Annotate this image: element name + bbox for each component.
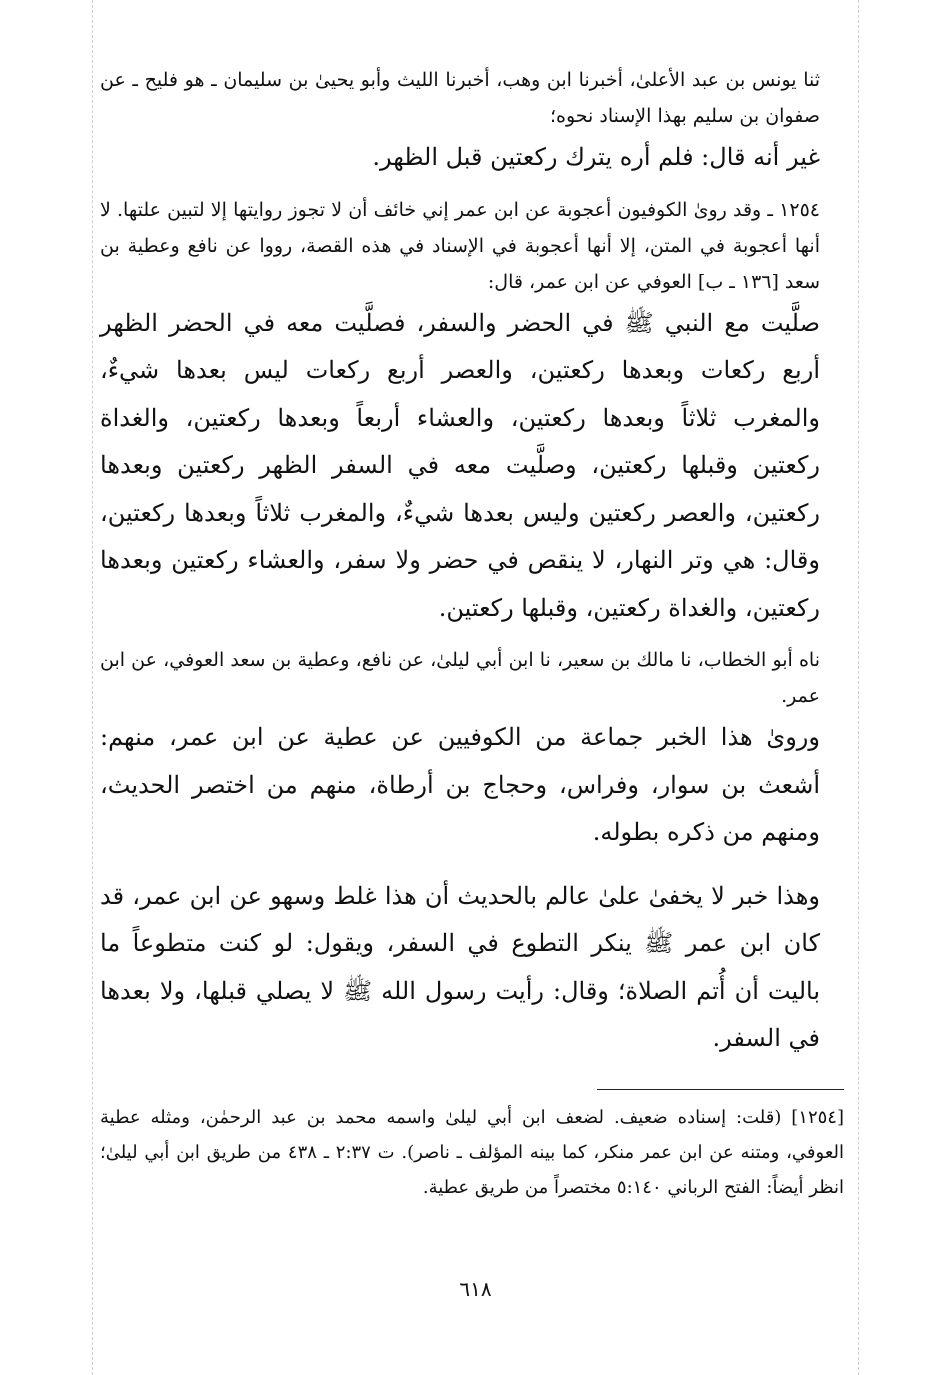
narrators-paragraph: وروىٰ هذا الخبر جماعة من الكوفيين عن عطية عن ابن عمر، منهم: أشعث بن سوار، وفراس، وحجاج بن أرطاة، منهم من اختصر الحديث، ومنهم من ذكره بطوله. [100, 723, 820, 846]
commentary-paragraph: وهذا خبر لا يخفىٰ علىٰ عالم بالحديث أن هذا غلط وسهو عن ابن عمر، قد كان ابن عمر ﷺ ينكر التطوع في السفر، ويقول: لو كنت متطوعاً ما باليت أن أُتم الصلاة؛ وقال: رأيت رسول الله ﷺ لا يصلي قبلها، ولا بعدها في السفر. [100, 881, 820, 1052]
footnote: [١٢٥٤] (قلت: إسناده ضعيف. لضعف ابن أبي ليلىٰ واسمه محمد بن عبد الرحمٰن، ومثله عطية العوفي، ومتنه عن ابن عمر منكر، كما بينه المؤلف ـ ناصر). ت ٢:٣٧ ـ ٤٣٨ من طريق ابن أبي ليلىٰ؛ انظر أيضاً: الفتح الرباني ٥:١٤٠ مختصراً من طريق عطية. [100, 1107, 845, 1198]
scan-guide-right [858, 0, 859, 1375]
hadith-1254-intro: ١٢٥٤ ـ وقد روىٰ الكوفيون أعجوبة عن ابن عمر إني خائف أن لا تجوز روايتها إلا لتبين علتها. لا أنها أعجوبة في المتن، إلا أنها أعجوبة في الإسناد في هذه القصة، رووا عن نافع وعطية بن سعد [١٣٦ ـ ب] العوفي عن ابن عمر، قال: [100, 198, 820, 293]
hadith-1254-matn: صلَّيت مع النبي ﷺ في الحضر والسفر، فصلَّيت معه في الحضر الظهر أربع ركعات وبعدها ركعتين، والعصر أربع ركعات ليس بعدها شيءٌ، والمغرب ثلاثاً وبعدها ركعتين، والعشاء أربعاً وبعدها ركعتين، والغداة ركعتين وقبلها ركعتين، وصلَّيت معه في السفر الظهر ركعتين وبعدها ركعتين، والعصر ركعتين وليس بعدها شيءٌ، والمغرب ثلاثاً وبعدها ركعتين، وقال: هي وتر النهار، لا ينقص في حضر ولا سفر، والعشاء ركعتين وبعدها ركعتين، والغداة ركعتين، وقبلها ركعتين. [100, 308, 820, 622]
footnote-separator [597, 1089, 844, 1090]
scan-guide-left [92, 0, 93, 1375]
isnad-paragraph: ثنا يونس بن عبد الأعلىٰ، أخبرنا ابن وهب، أخبرنا الليث وأبو يحيىٰ بن سليمان ـ هو فليح ـ عن صفوان بن سليم بهذا الإسناد نحوه؛ [100, 69, 820, 127]
isnad-paragraph-2: ناه أبو الخطاب، نا مالك بن سعير، نا ابن أبي ليلىٰ، عن نافع، وعطية بن سعد العوفي، عن ابن عمر. [100, 649, 820, 707]
page-body [100, 62, 820, 1063]
hadith-variant-line: غير أنه قال: فلم أره يترك ركعتين قبل الظهر. [372, 143, 820, 171]
page-number: ٦١٨ [459, 1277, 492, 1301]
